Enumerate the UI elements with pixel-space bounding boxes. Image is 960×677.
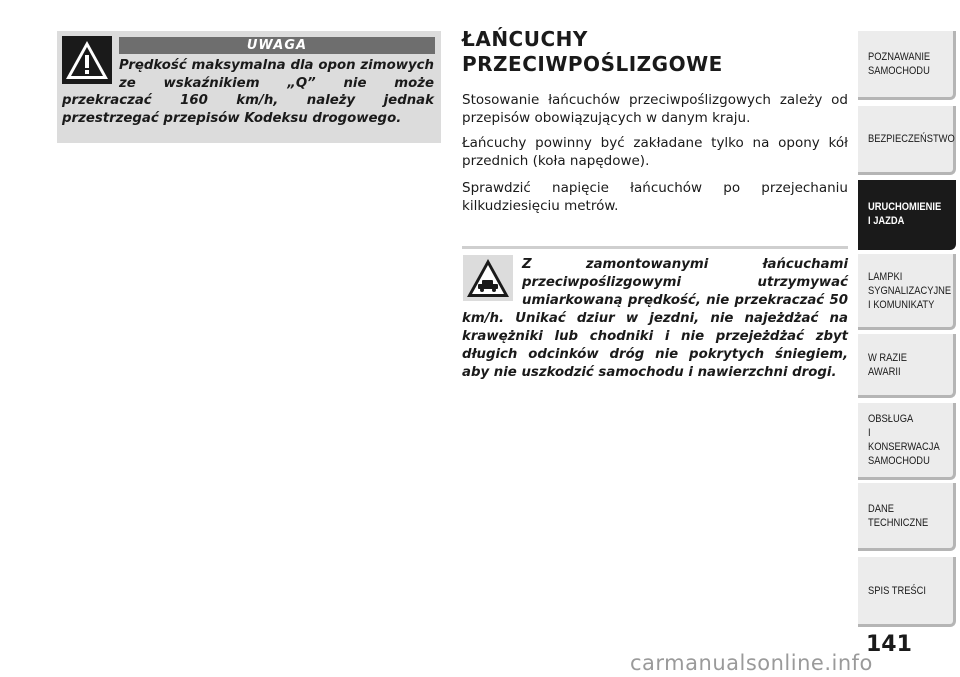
tab-dane-techniczne[interactable]: DANE TECHNICZNE	[858, 483, 956, 551]
paragraph-2: Łańcuchy powinny być zakładane tylko na opony kół przednich (koła napędowe).	[462, 135, 848, 169]
warning-text: Prędkość maksymalna dla opon zimowych ze wskaźnikiem „Q” nie może przekraczać 160 km/h, należy jednak przestrzegać przepisów Kodeksu drogowego.	[62, 58, 434, 126]
paragraph-1: Stosowanie łańcuchów przeciwpoślizgowych zależy od przepisów obowiązujących w danym kraju.	[462, 92, 848, 126]
note-text: Z zamontowanymi łańcuchami przeciwpoślizgowymi utrzymywać umiarkowaną prędkość, nie przekraczać 50 km/h. Unikać dziur w jezdni, nie najeżdżać na krawężniki lub chodniki i nie przejeżdżać zbyt długich odcinków dróg nie pokrytych śniegiem, aby nie uszkodzić samochodu i nawierzchni drogi.	[462, 257, 848, 380]
tab-lampki-sygnalizacyjne[interactable]: LAMPKI SYGNALIZACYJNE I KOMUNIKATY	[858, 254, 956, 330]
note-divider	[462, 246, 848, 249]
tab-spis-tresci[interactable]: SPIS TREŚCI	[858, 557, 956, 627]
tab-obsluga-i-konserwacja[interactable]: OBSŁUGA I KONSERWACJA SAMOCHODU	[858, 403, 956, 480]
paragraph-3: Sprawdzić napięcie łańcuchów po przejechaniu kilkudziesięciu metrów.	[462, 180, 848, 214]
section-title: ŁAŃCUCHY PRZECIWPOŚLIZGOWE	[462, 27, 723, 76]
tab-bezpieczenstwo[interactable]: BEZPIECZEŃSTWO	[858, 106, 956, 175]
warning-header: UWAGA	[119, 37, 435, 54]
warning-box	[57, 31, 441, 143]
tab-uruchomienie-i-jazda[interactable]: URUCHOMIENIE I JAZDA	[858, 180, 956, 250]
tab-w-razie-awarii[interactable]: W RAZIE AWARII	[858, 334, 956, 398]
tab-poznawanie-samochodu[interactable]: POZNAWANIE SAMOCHODU	[858, 31, 956, 100]
page-number: 141	[866, 632, 912, 657]
watermark: carmanualsonline.info	[630, 651, 873, 675]
